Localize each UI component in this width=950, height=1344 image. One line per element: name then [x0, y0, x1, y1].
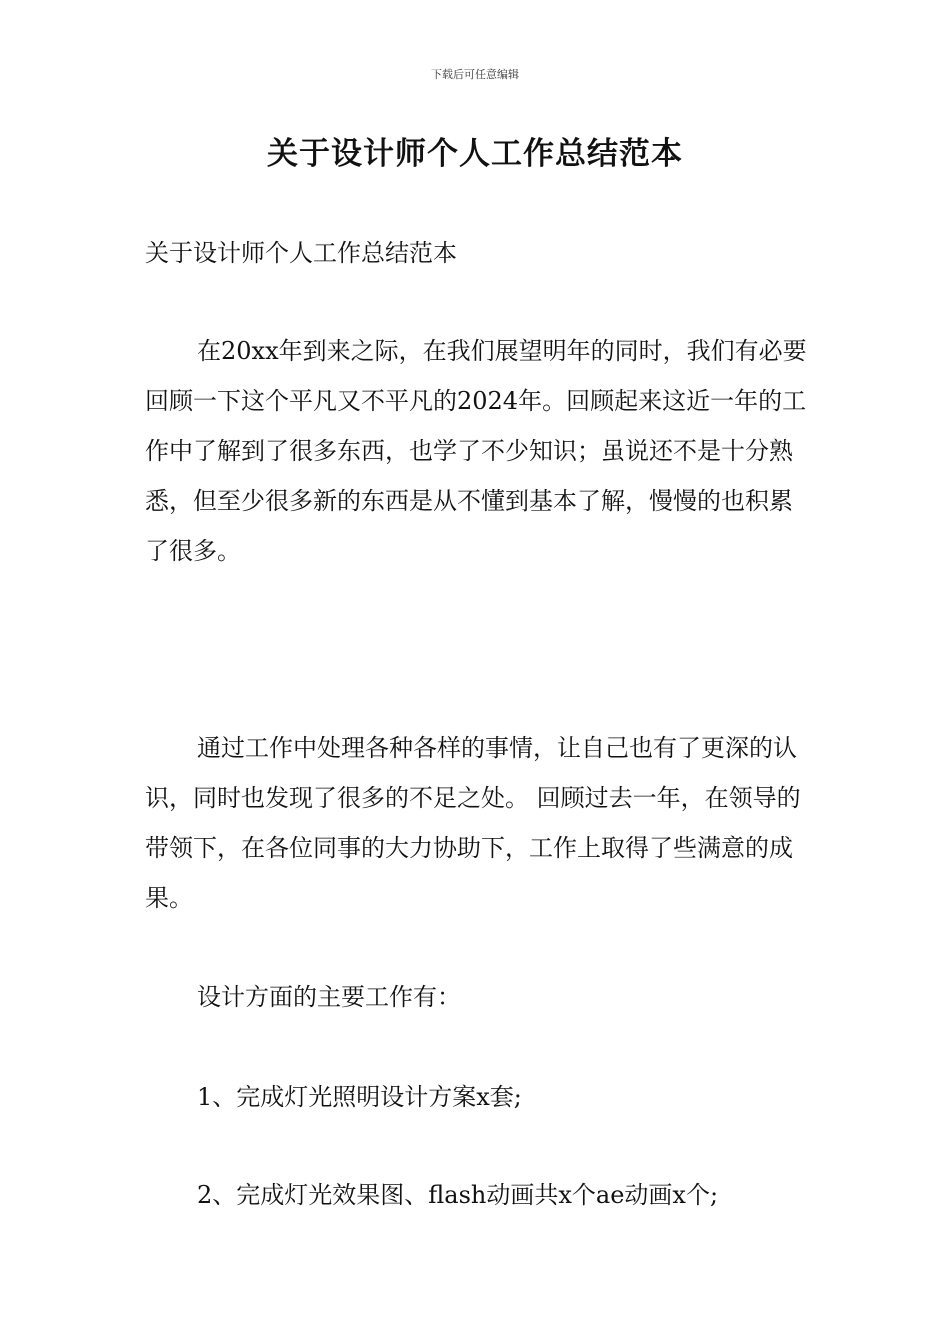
list-item-1: 1、完成灯光照明设计方案x套;: [197, 1083, 522, 1111]
header-note: 下载后可任意编辑: [431, 68, 519, 81]
document-title: 关于设计师个人工作总结范本: [267, 136, 683, 172]
paragraph-intro: 在20xx年到来之际，在我们展望明年的同时，我们有必要回顾一下这个平凡又不平凡的2024年。回顾起来这近一年的工作中了解到了很多东西，也学了不少知识；虽说还不是十分熟悉，但至少很多新的东西是从不懂到基本了解，慢慢的也积累了很多。: [145, 337, 807, 565]
paragraph-design-heading: 设计方面的主要工作有：: [197, 983, 461, 1011]
subtitle: 关于设计师个人工作总结范本: [145, 239, 457, 267]
paragraph-review: 通过工作中处理各种各样的事情，让自己也有了更深的认识，同时也发现了很多的不足之处。 回顾过去一年，在领导的带领下，在各位同事的大力协助下，工作上取得了些满意的成果。: [145, 734, 801, 912]
list-item-2: 2、完成灯光效果图、flash动画共x个ae动画x个;: [197, 1181, 719, 1209]
